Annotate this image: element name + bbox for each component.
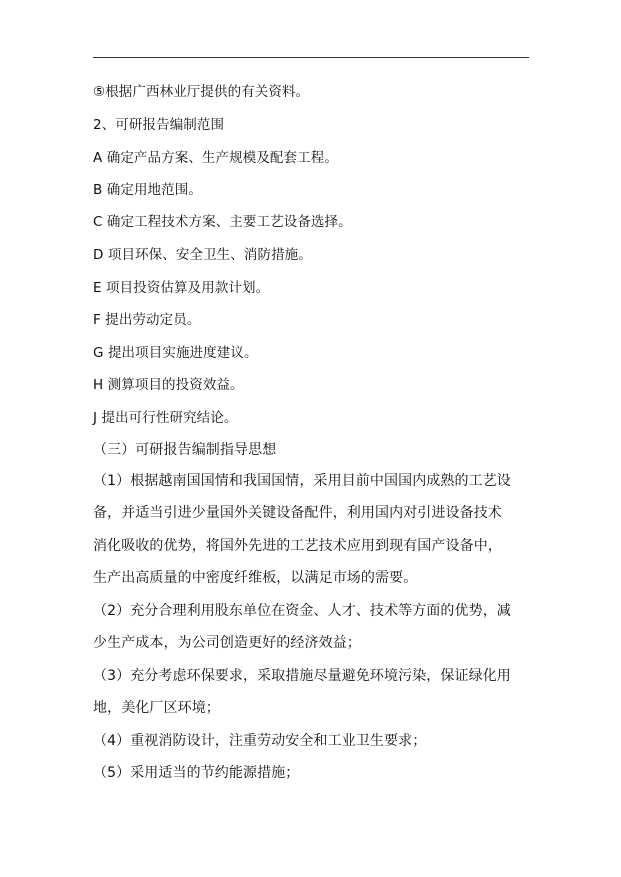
scope-item-c: C 确定工程技术方案、主要工艺设备选择。: [93, 214, 352, 230]
scope-item-h: H 测算项目的投资效益。: [93, 377, 244, 393]
guideline-1-line-3: 消化吸收的优势，将国外先进的工艺技术应用到现有国产设备中，: [93, 538, 502, 554]
scope-item-g: G 提出项目实施进度建议。: [93, 345, 258, 361]
scope-item-f: F 提出劳动定员。: [93, 312, 201, 328]
scope-item-e: E 项目投资估算及用款计划。: [93, 280, 270, 296]
guideline-5: （5）采用适当的节约能源措施；: [93, 765, 300, 781]
guideline-1-line-1: （1）根据越南国国情和我国国情，采用目前中国国内成熟的工艺设: [93, 473, 511, 489]
guideline-2-line-2: 少生产成本，为公司创造更好的经济效益；: [93, 635, 361, 651]
reference-item-5: ⑤根据广西林业厅提供的有关资料。: [93, 84, 310, 100]
scope-item-a: A 确定产品方案、生产规模及配套工程。: [93, 150, 338, 166]
guideline-1-line-2: 备，并适当引进少量国外关键设备配件，利用国内对引进设备技术: [93, 505, 502, 521]
guideline-4: （4）重视消防设计，注重劳动安全和工业卫生要求；: [93, 733, 427, 749]
section-heading-scope: 2、可研报告编制范围: [93, 117, 225, 133]
guideline-3-line-2: 地，美化厂区环境；: [93, 700, 220, 716]
scope-item-j: J 提出可行性研究结论。: [93, 410, 238, 426]
section-heading-guiding-ideas: （三）可研报告编制指导思想: [93, 442, 277, 458]
scope-item-b: B 确定用地范围。: [93, 182, 202, 198]
guideline-1-line-4: 生产出高质量的中密度纤维板，以满足市场的需要。: [93, 570, 418, 586]
header-rule: [93, 57, 529, 58]
scope-item-d: D 项目环保、安全卫生、消防措施。: [93, 247, 312, 263]
guideline-2-line-1: （2）充分合理利用股东单位在资金、人才、技术等方面的优势，减: [93, 603, 511, 619]
guideline-3-line-1: （3）充分考虑环保要求，采取措施尽量避免环境污染，保证绿化用: [93, 668, 511, 684]
